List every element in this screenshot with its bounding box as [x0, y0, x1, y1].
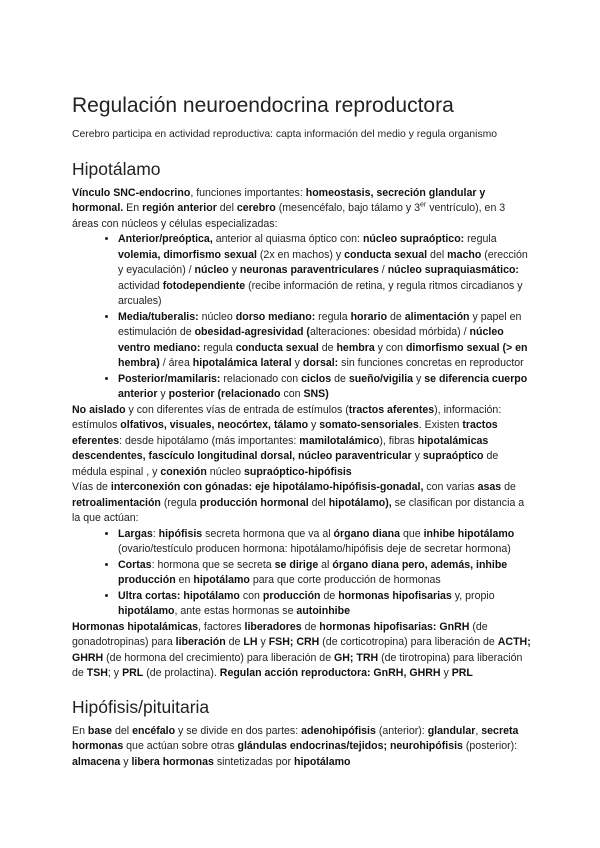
bold-text: SNS) — [303, 388, 329, 400]
bold-text: Media/tuberalis: — [118, 310, 199, 323]
paragraph — [72, 480, 532, 527]
bold-text: secreta hormonas — [72, 724, 519, 752]
bold-text: tractos eferentes — [72, 419, 498, 447]
text-run: que actúan sobre otras — [123, 740, 238, 752]
paragraph — [72, 620, 532, 682]
bold-text: FSH; CRH — [268, 636, 320, 648]
text-run: de — [301, 620, 320, 633]
text-run: de — [331, 372, 349, 385]
bold-text: volemia, dimorfismo sexual — [118, 248, 257, 261]
text-run: actividad — [118, 279, 163, 292]
text-run: al — [318, 558, 333, 571]
bold-text: Cortas — [118, 558, 152, 571]
text-run: / — [378, 264, 388, 276]
list-item — [118, 527, 532, 558]
text-run: ), información: estímulos — [72, 403, 502, 431]
bold-text: olfativos, visuales, neocórtex, tálamo — [120, 419, 309, 431]
bold-text: órgano diana — [333, 527, 401, 540]
text-run: , ante estas hormonas se — [174, 605, 297, 617]
bold-text: dorsal: — [302, 357, 339, 369]
bold-text: conexión — [160, 465, 207, 478]
bold-text: liberación — [175, 636, 226, 648]
bold-text: hipotálamo — [294, 755, 351, 768]
bold-text: encéfalo — [132, 724, 176, 737]
bold-text: Largas — [118, 527, 153, 540]
bold-text: No aislado — [72, 403, 126, 416]
text-run: En — [123, 202, 143, 214]
text-run: : desde hipotálamo (más importantes: — [119, 434, 300, 447]
bold-text: hembra — [336, 341, 375, 354]
text-run: (ovario/testículo producen hormona: hipotálamo/hipófisis deje de secretar hormona) — [118, 543, 511, 555]
bold-text: supraóptico-hipófisis — [243, 465, 352, 478]
bold-text: glándulas endocrinas/tejidos; neurohipófisis — [237, 740, 463, 752]
text-run: sintetizadas por — [213, 755, 294, 768]
bold-text: Posterior/mamilaris: — [118, 372, 221, 385]
text-run: y — [440, 667, 452, 679]
bold-text: sueño/vigilia — [348, 372, 414, 385]
document-content — [72, 94, 532, 770]
bold-text: tractos aferentes — [348, 403, 435, 416]
text-run: de médula espinal , y — [72, 450, 499, 478]
text-run: secreta hormona que va al — [202, 527, 334, 540]
bold-text: inhibe hipotálamo — [423, 527, 515, 540]
text-run: (recibe información de retina, y regula ritmos circadianos y arcuales) — [118, 279, 523, 307]
text-run: regula — [200, 341, 236, 354]
bold-text: fotodependiente — [162, 279, 246, 292]
bold-text: núcleo supraóptico: — [362, 233, 465, 245]
bold-text: producción hormonal — [199, 496, 309, 509]
text-run: de — [320, 589, 339, 602]
bold-text: hipotálamo — [118, 605, 175, 617]
text-run: y con — [374, 341, 406, 354]
bold-text: núcleo supraquiasmático: — [387, 264, 519, 276]
bold-text: homeostasis, secreción glandular y hormonal. — [72, 186, 486, 214]
list-item — [118, 372, 532, 403]
text-run: En — [72, 724, 88, 737]
bold-text: Ultra cortas: — [118, 589, 181, 602]
text-run: con — [239, 589, 263, 602]
bold-text: horario — [350, 310, 388, 323]
text-run: , factores — [197, 620, 245, 633]
text-run: ), fibras — [379, 434, 418, 447]
bold-text: obesidad-agresividad ( — [194, 326, 310, 338]
bold-text: macho — [447, 248, 482, 261]
bold-text: retroalimentación — [72, 496, 161, 509]
list-item — [118, 589, 532, 620]
bold-text: interconexión con gónadas: eje hipotálamo-hipófisis-gonadal, — [110, 481, 424, 493]
text-run: (de tirotropina) para liberación de — [72, 651, 523, 679]
text-run: de — [387, 310, 405, 323]
bold-text: hipotalámicas descendentes, fascículo longitudinal dorsal, núcleo paraventricular — [72, 434, 489, 462]
bold-text: autoinhibe — [296, 605, 350, 617]
bold-text: Regulan acción reproductora: GnRH, GHRH — [219, 667, 441, 679]
bold-text: ciclos — [301, 372, 332, 385]
bold-text: base — [87, 724, 113, 737]
bold-text: supraóptico — [422, 450, 484, 462]
bold-text: región anterior — [142, 202, 217, 214]
text-run: con varias — [423, 481, 478, 493]
bold-text: glandular — [427, 724, 476, 737]
text-run: núcleo — [198, 310, 236, 323]
bold-text: dimorfismo sexual (> en hembra) — [118, 341, 528, 369]
bold-text: se dirige — [274, 558, 319, 571]
text-run: se clasifican por distancia a la que actúan: — [72, 496, 525, 524]
bold-text: mamilotalámico — [299, 434, 380, 447]
bold-text: hormonas hipofisarias: GnRH — [319, 620, 470, 633]
text-run: : — [152, 527, 159, 540]
superscript-text: er — [420, 201, 427, 209]
text-run: de — [318, 341, 337, 354]
bold-text: núcleo ventro mediano: — [118, 326, 504, 354]
text-run: sin funciones concretas en reproductor — [338, 357, 524, 369]
text-run: en — [175, 574, 194, 586]
list-item — [118, 558, 532, 589]
section-heading: Hipotálamo — [72, 158, 161, 179]
bold-text: órgano diana pero, además, inhibe producción — [118, 558, 508, 586]
text-run: (de corticotropina) para liberación de — [319, 636, 498, 648]
list-item — [118, 310, 532, 372]
bold-text: libera hormonas — [131, 755, 214, 768]
text-run: . Existen — [418, 419, 463, 431]
text-run: y — [157, 388, 169, 400]
text-run: del — [216, 202, 237, 214]
paragraph — [72, 186, 532, 233]
text-run: ; y — [107, 667, 123, 679]
text-run: con — [280, 388, 304, 400]
text-run: (regula — [160, 496, 200, 509]
text-run: que — [400, 527, 424, 540]
bold-text: Vínculo SNC-endocrino — [72, 186, 191, 199]
bold-text: hormonas hipofisarias — [338, 589, 452, 602]
bold-text: PRL — [122, 667, 144, 679]
text-run: , funciones importantes: — [190, 186, 306, 199]
text-run: (de hormona del crecimiento) para liberación de — [103, 651, 335, 664]
text-run: : hormona que se secreta — [151, 558, 275, 571]
bold-text: TSH — [86, 667, 108, 679]
bold-text: dorso mediano: — [235, 310, 316, 323]
text-run: y — [308, 419, 320, 431]
text-run: y con diferentes vías de entrada de estímulos ( — [125, 403, 349, 416]
text-run: del — [112, 724, 133, 737]
text-run: y — [228, 264, 240, 276]
bold-text: adenohipófisis — [301, 724, 376, 737]
text-run: (posterior): — [462, 740, 518, 752]
bold-text: cerebro — [236, 202, 276, 214]
bold-text: conducta sexual — [235, 341, 319, 354]
text-run: Vías de — [72, 481, 111, 493]
text-run: , — [475, 724, 482, 737]
text-run: regula — [464, 233, 497, 245]
text-run: y papel en estimulación de — [118, 310, 522, 338]
bold-text: posterior (relacionado — [168, 388, 281, 400]
text-run: y — [257, 636, 269, 648]
list-item — [118, 232, 532, 310]
bold-text: LH — [243, 636, 258, 648]
section-heading: Hipófisis/pituitaria — [72, 696, 210, 717]
bold-text: liberadores — [244, 620, 302, 633]
bullet-list — [72, 232, 532, 403]
bold-text: neuronas paraventriculares — [239, 264, 379, 276]
text-run: (de prolactina). — [143, 667, 220, 679]
text-run: y — [120, 755, 132, 768]
bold-text: núcleo — [194, 264, 229, 276]
text-run: (2x en machos) y — [256, 248, 345, 261]
bold-text: Anterior/preóptica, — [118, 233, 213, 245]
bold-text: se diferencia cuerpo anterior — [118, 372, 528, 400]
text-run: relacionado con — [220, 372, 302, 385]
text-run: y — [413, 372, 425, 385]
text-run: / área — [159, 357, 193, 369]
bold-text: almacena — [72, 755, 121, 768]
text-run: del — [308, 496, 329, 509]
paragraph — [72, 724, 532, 771]
bold-text: Hormonas hipotalámicas — [72, 620, 198, 633]
text-run: y se divide en dos partes: — [175, 724, 302, 737]
text-run: del — [427, 248, 448, 261]
text-run: y, propio — [451, 589, 495, 602]
text-run: ventrículo), en 3 áreas con núcleos y células especializadas: — [72, 202, 506, 230]
text-run: regula — [315, 310, 351, 323]
section-spacer — [72, 682, 532, 696]
text-run: de — [501, 481, 516, 493]
bold-text: hipotalámica lateral — [192, 357, 292, 369]
bold-text: hipotálamo — [183, 589, 240, 602]
text-run: (erección y eyaculación) / — [118, 248, 528, 276]
text-run: y — [291, 357, 303, 369]
text-run: (de gonadotropinas) para — [72, 620, 488, 648]
text-run: y — [411, 450, 423, 462]
bold-text: somato-sensoriales — [319, 419, 419, 431]
text-run: para que corte producción de hormonas — [249, 574, 441, 586]
bold-text: hipófisis — [158, 527, 203, 540]
text-run: anterior al quiasma óptico con: — [212, 233, 363, 245]
bullet-list — [72, 527, 532, 620]
bold-text: hipotálamo), — [328, 496, 392, 509]
bold-text: conducta sexual — [344, 248, 428, 261]
paragraph — [72, 403, 532, 481]
text-run: (anterior): — [375, 724, 428, 737]
text-run: núcleo — [206, 465, 244, 478]
page-subtitle: Cerebro participa en actividad reproductiva: capta información del medio y regula organismo — [72, 129, 498, 140]
page-title: Regulación neuroendocrina reproductora — [72, 94, 454, 117]
text-run: (mesencéfalo, bajo tálamo y 3 — [275, 202, 421, 214]
bold-text: PRL — [451, 667, 473, 679]
text-run: de — [225, 636, 244, 648]
sections-container — [72, 158, 532, 771]
bold-text: hipotálamo — [193, 574, 250, 586]
bold-text: asas — [477, 481, 502, 493]
text-run: alteraciones: obesidad mórbida) / — [309, 326, 470, 338]
bold-text: GH; TRH — [334, 651, 379, 664]
bold-text: alimentación — [404, 310, 470, 323]
bold-text: ACTH; GHRH — [72, 636, 531, 664]
bold-text: producción — [262, 589, 321, 602]
